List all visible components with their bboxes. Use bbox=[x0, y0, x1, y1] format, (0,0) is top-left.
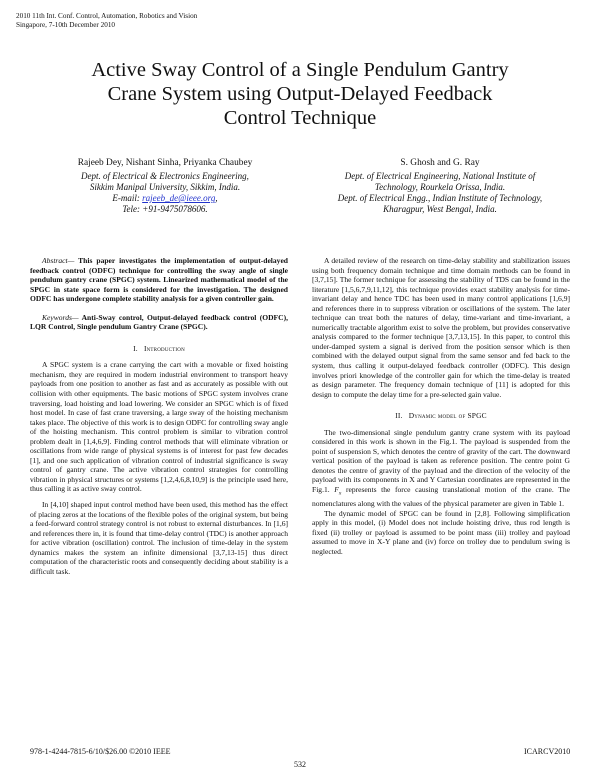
author-block-left bbox=[30, 158, 300, 215]
section-heading-introduction bbox=[30, 344, 288, 354]
affiliation-left-2: Sikkim Manipal University, Sikkim, India. bbox=[89, 182, 241, 192]
force-symbol: F bbox=[334, 485, 339, 495]
affiliation-left-1: Dept. of Electrical & Electronics Engineering, bbox=[81, 171, 249, 181]
left-column bbox=[30, 256, 288, 576]
telephone: Tele: +91-9475078606. bbox=[122, 204, 208, 214]
dynamic-model-paragraph-2: The dynamic model of SPGC can be found in [2,8]. Following simplification apply in this model, (i) Model does not include hoisting drive, thus rod length is fixed (ii) trolley or payload is assumed to be point mass (iii) trolley and payload assumed to move in X-Y plane and (iv) force on trolley due to pendulum swing is neglected. bbox=[312, 508, 570, 556]
affiliation-right-2: Technology, Rourkela Orissa, India. bbox=[374, 182, 506, 192]
section-1-title: Introduction bbox=[143, 343, 185, 353]
keywords-text: Anti-Sway control, Output-delayed feedback control (ODFC), LQR Control, Single pendulum Gantry Crane (SPGC). bbox=[30, 312, 288, 332]
affiliation-right-3: Dept. of Electrical Engg., Indian Institute of Technology, bbox=[337, 193, 543, 203]
paper-title bbox=[40, 58, 560, 130]
dynamic-model-text-a: The two-dimensional single pendulum gantry crane system with its payload considered in this work is shown in the Fig.1. The payload is suspended from the point of suspension S, which denotes the centre of gravity of the cart. The downward vertical position of the payload is taken as reference position. The centre point G denotes the centre of gravity of the payload and the direction of the velocity of the payload with its components in X and Y Cartesian coordinates are represented in the Fig.1. bbox=[312, 427, 570, 495]
email-line bbox=[30, 193, 300, 204]
footer-conference: ICARCV2010 bbox=[524, 747, 571, 756]
section-2-title: Dynamic model of SPGC bbox=[408, 411, 487, 421]
author-names-right: S. Ghosh and G. Ray bbox=[400, 158, 480, 168]
right-column bbox=[312, 256, 570, 556]
keywords-label: Keywords— bbox=[42, 312, 79, 322]
affiliation-right-4: Kharagpur, West Bengal, India. bbox=[383, 204, 497, 214]
title-line-1: Active Sway Control of a Single Pendulum Gantry bbox=[91, 59, 509, 81]
section-2-number: II. bbox=[395, 411, 403, 421]
section-heading-dynamic-model bbox=[312, 411, 570, 421]
conference-line-2: Singapore, 7-10th December 2010 bbox=[16, 21, 116, 29]
email-label: E-mail: bbox=[112, 193, 143, 203]
keywords bbox=[30, 313, 288, 332]
abstract bbox=[30, 256, 288, 304]
page-number: 532 bbox=[294, 760, 306, 769]
conference-line-1: 2010 11th Int. Conf. Control, Automation, Robotics and Vision bbox=[16, 12, 198, 20]
affiliation-right-1: Dept. of Electrical Engineering, National Institute of bbox=[344, 171, 536, 181]
dynamic-model-paragraph-1 bbox=[312, 428, 570, 509]
abstract-label: Abstract— bbox=[42, 256, 75, 265]
force-subscript: x bbox=[338, 490, 342, 497]
footer-isbn: 978-1-4244-7815-6/10/$26.00 ©2010 IEEE bbox=[30, 747, 171, 756]
author-block-right bbox=[305, 158, 575, 215]
intro-paragraph-2: In [4,10] shaped input control method have been used, this method has the effect of placing zeros at the locations of the flexible poles of the original system, but being a feed-forward control strategy control is not robust to external disturbances. In [1,6] and references there in, it is found that time-delay control (TDC) is another approach for active vibration (oscillation) control. The inclusion of time-delay in the system dynamics makes the system an infinite dimensional [3,7,13-15] thus direct computation of the characteristic roots and consequently deciding about stability is a difficult task. bbox=[30, 500, 288, 576]
email-suffix: , bbox=[215, 193, 218, 203]
section-1-number: I. bbox=[133, 343, 138, 353]
title-line-2: Crane System using Output-Delayed Feedback bbox=[107, 83, 493, 105]
email-link[interactable]: rajeeb_de@ieee.org bbox=[142, 193, 216, 203]
dynamic-model-text-b: represents the force causing translational motion of the crane. The nomenclatures along with the values of the physical parameter are given in Table 1. bbox=[312, 485, 570, 509]
abstract-text: This paper investigates the implementation of output-delayed feedback control (ODFC) technique for controlling the sway angle of single pendulum gantry crane (SPGC) system. Linearized mathematical model of the SPGC in state space form is considered for the investigation. The designed ODFC has undergone complete stability analysis for a given controller gain. bbox=[30, 256, 288, 304]
review-paragraph: A detailed review of the research on time-delay stability and stabilization issues using both frequency domain technique and time domain methods can be found in [3,7,15]. The former technique for assessing the stability of TDS can be found in the literature [1,5,6,7,9,11,12], this technique provides exact stability analysis for time-invariant delay and hence TDC has been used in many control applications [1,6,9] and references there in to suppress vibration or oscillations of the system. The later technique can treat both the natures of delay, time-variant and time-invariant, a numerically tractable algorithm exist to solve the problem, but provides conservative analysis compared to the former technique [3,7,13,15]. In this paper, to control this under-damped system a signal is derived from the position sensor which is then combined with the delayed output signal from the same sensor and fed back to the system, thus calling it output-delayed feedback controller (ODFC). This design involves priori knowledge of the controller gain for which the time-delay is treated as design parameter. The frequency domain technique of [11] is adopted for this design to compute the delay time for a pre-selected gain value. bbox=[312, 256, 570, 399]
author-names-left: Rajeeb Dey, Nishant Sinha, Priyanka Chaubey bbox=[77, 158, 253, 168]
intro-paragraph-1: A SPGC system is a crane carrying the cart with a movable or fixed hoisting mechanism, they are required in modern industrial environment to transport heavy payloads from one position to another as fast and as accurately as possible with out collision with other equipments. The basic motions of SPGC system involves crane traversing, load hoisting and load lowering. We consider an SPGC which is of fixed host model. In case of fast crane traversing, a large sway of the hoisting mechanism takes place. The objective of this work is to design ODFC for controlling sway angle of the hoisting mechanism. This control problem is similar to vibration control problem dealt in [1,4,6,9]. Finding control methods that will eliminate vibration or oscillations from wide range of physical systems is of interest for past few decades [1], and one such application of vibration control of industrial significance is sway control of gantry crane. The active vibration control strategies for controlling vibration in physical structures or systems [1,2,4,6,8,10,9] is the principle used here, thus calling it as active sway control. bbox=[30, 360, 288, 494]
conference-header bbox=[16, 12, 197, 30]
title-line-3: Control Technique bbox=[223, 107, 377, 129]
